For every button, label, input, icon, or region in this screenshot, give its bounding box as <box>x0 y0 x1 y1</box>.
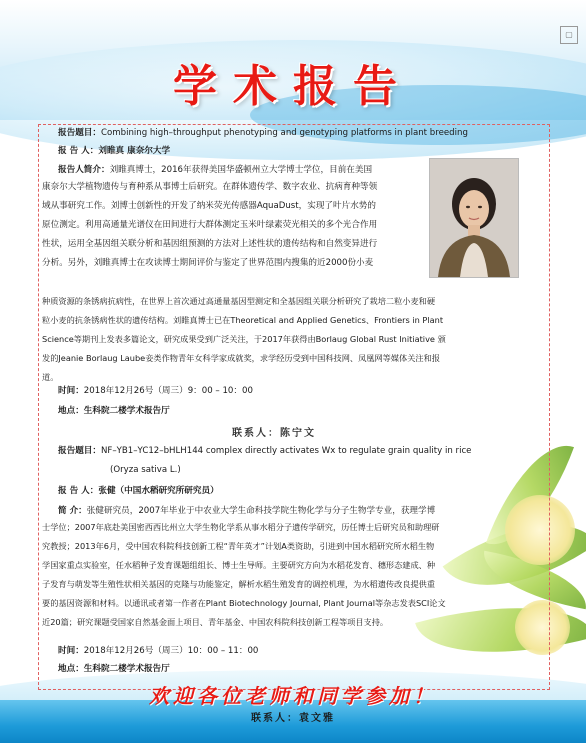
report2-topic <box>58 444 471 459</box>
report1-intro-label: 报告人简介： <box>58 165 110 175</box>
report2-topic-line2: (Oryza sativa L.) <box>110 465 181 475</box>
report1-topic-text: Combining high–throughput phenotyping and genotyping platforms in plant breeding <box>100 128 468 138</box>
report2-intro-line: 要的基因资源和材料。以通讯或者第一作者在Plant Biotechnology Journal, Plant Journal等杂志发表SCI论文 <box>42 598 446 608</box>
report1-intro-line: 原位测定。利用高通量光谱仪在田间进行大群体测定玉米叶绿素荧光相关的多个光合作用 <box>42 220 378 230</box>
corner-marker: ▢ <box>560 26 578 44</box>
report2-intro-line: 究教授；2013年6月，受中国农科院科技创新工程“青年英才”计划A类资助，引进到中国水稻研究所水稻生物 <box>42 541 435 551</box>
speaker-photo <box>429 158 519 278</box>
report2-speaker-label: 报 告 人： <box>58 486 99 496</box>
report1-contact: 联系人：陈宁文 <box>232 428 316 439</box>
report1-place-text: 生科院二楼学术报告厅 <box>83 406 170 416</box>
report1-intro-line: 康奈尔大学植物遗传与育种系从事博士后研究。在群体遗传学、数字农业、抗病育种等领 <box>42 182 378 192</box>
report2-time <box>58 644 258 659</box>
report1-topic-label: 报告题目： <box>58 128 101 138</box>
report1-topic <box>58 126 468 141</box>
report2-place <box>58 662 170 677</box>
report2-topic-cont <box>110 463 181 478</box>
report2-intro-line: 子发育与萌发等生殖性状相关基因的克隆与功能鉴定，解析水稻生殖发育的调控机理，为水稻遗传改良提供重 <box>42 579 436 589</box>
report1-intro-body-wide <box>42 292 542 387</box>
report1-intro-line: 发的Jeanie Borlaug Laube妾类作物青年女科学家成就奖，求学经历受到中国科技网、凤凰网等媒体关注和报 <box>42 353 440 363</box>
report2-time-label: 时间： <box>58 646 84 656</box>
report2-intro-line: 张健研究员，2007年毕业于中农业大学生命科技学院生物化学与分子生物学专业，获理学博 <box>86 506 436 516</box>
report2-topic-label: 报告题目： <box>58 446 101 456</box>
report1-intro-line: 道。 <box>42 372 59 382</box>
closing-banner: 欢迎各位老师和同学参加！ <box>149 684 437 708</box>
report2-speaker <box>58 484 219 499</box>
report2-place-text: 生科院二楼学术报告厅 <box>83 664 170 674</box>
report2-topic-text: NF–YB1–YC12–bHLH144 complex directly activates Wx to regulate grain quality in rice <box>100 446 472 456</box>
report1-speaker-text: 刘睢真 康奈尔大学 <box>98 146 171 156</box>
report1-intro-line: Science等期刊上发表多篇论文，研究成果受到广泛关注，于2017年获得由Borlaug Global Rust Initiative 颁 <box>42 334 446 344</box>
report2-speaker-text: 张健（中国水稻研究所研究员） <box>98 486 219 496</box>
report1-speaker-label: 报 告 人： <box>58 146 99 156</box>
report1-place <box>58 404 170 419</box>
report1-intro-line: 性状，运用全基因组关联分析和基因组预测的方法对上述性状的遗传结构和自然变异进行 <box>42 239 378 249</box>
report1-speaker <box>58 144 170 159</box>
report2-intro-line: 学国家重点实验室，任水稻种子发育课题组组长、博士生导师。主要研究方向为水稻花发育、穗形态建成、种 <box>42 560 436 570</box>
report1-time <box>58 384 253 399</box>
report2-intro-line: 士学位；2007年底赴美国密西西比州立大学生物化学系从事水稻分子遗传学研究，历任博士后研究员和助理研 <box>42 522 440 532</box>
report1-intro-line: 刘睢真博士，2016年获得美国华盛顿州立大学博士学位，目前在美国 <box>109 165 373 175</box>
report1-intro-line: 分析。另外，刘睢真博士在攻读博士期间评价与鉴定了世界范围内搜集的近2000份小麦 <box>42 258 374 268</box>
report1-place-label: 地点： <box>58 406 84 416</box>
speaker-portrait-icon <box>430 159 518 277</box>
report2-intro-label: 简 介： <box>58 506 87 516</box>
page-title: 学术报告 <box>173 61 413 112</box>
report2-intro-body <box>42 518 542 632</box>
report2-place-label: 地点： <box>58 664 84 674</box>
report1-intro-line: 粒小麦的抗条锈病性状的遗传结构。刘睢真博士已在Theoretical and Applied Genetics、Frontiers in Plant <box>42 315 444 325</box>
report2-intro-first <box>58 504 435 519</box>
report1-intro-line: 种质资源的条锈病抗病性，在世界上首次通过高通量基因型测定和全基因组关联分析研究了栽培二粒小麦和硬 <box>42 296 436 306</box>
report1-time-label: 时间： <box>58 386 84 396</box>
report2-time-text: 2018年12月26号（周三）10：00 – 11：00 <box>83 646 259 656</box>
bottom-contact: 联系人：袁文雅 <box>251 713 335 724</box>
report1-intro-first <box>58 163 372 178</box>
report1-intro-body <box>42 178 427 273</box>
report1-intro-line: 域从事研究工作。刘博士创新性的开发了纳米荧光传感器AquaDust，实现了叶片水势的 <box>42 201 376 211</box>
report2-intro-line: 近20篇；研究课题受国家自然基金面上项目、青年基金、中国农科院科技创新工程等项目支持。 <box>42 617 389 627</box>
report1-time-text: 2018年12月26号（周三）9：00 – 10：00 <box>83 386 253 396</box>
